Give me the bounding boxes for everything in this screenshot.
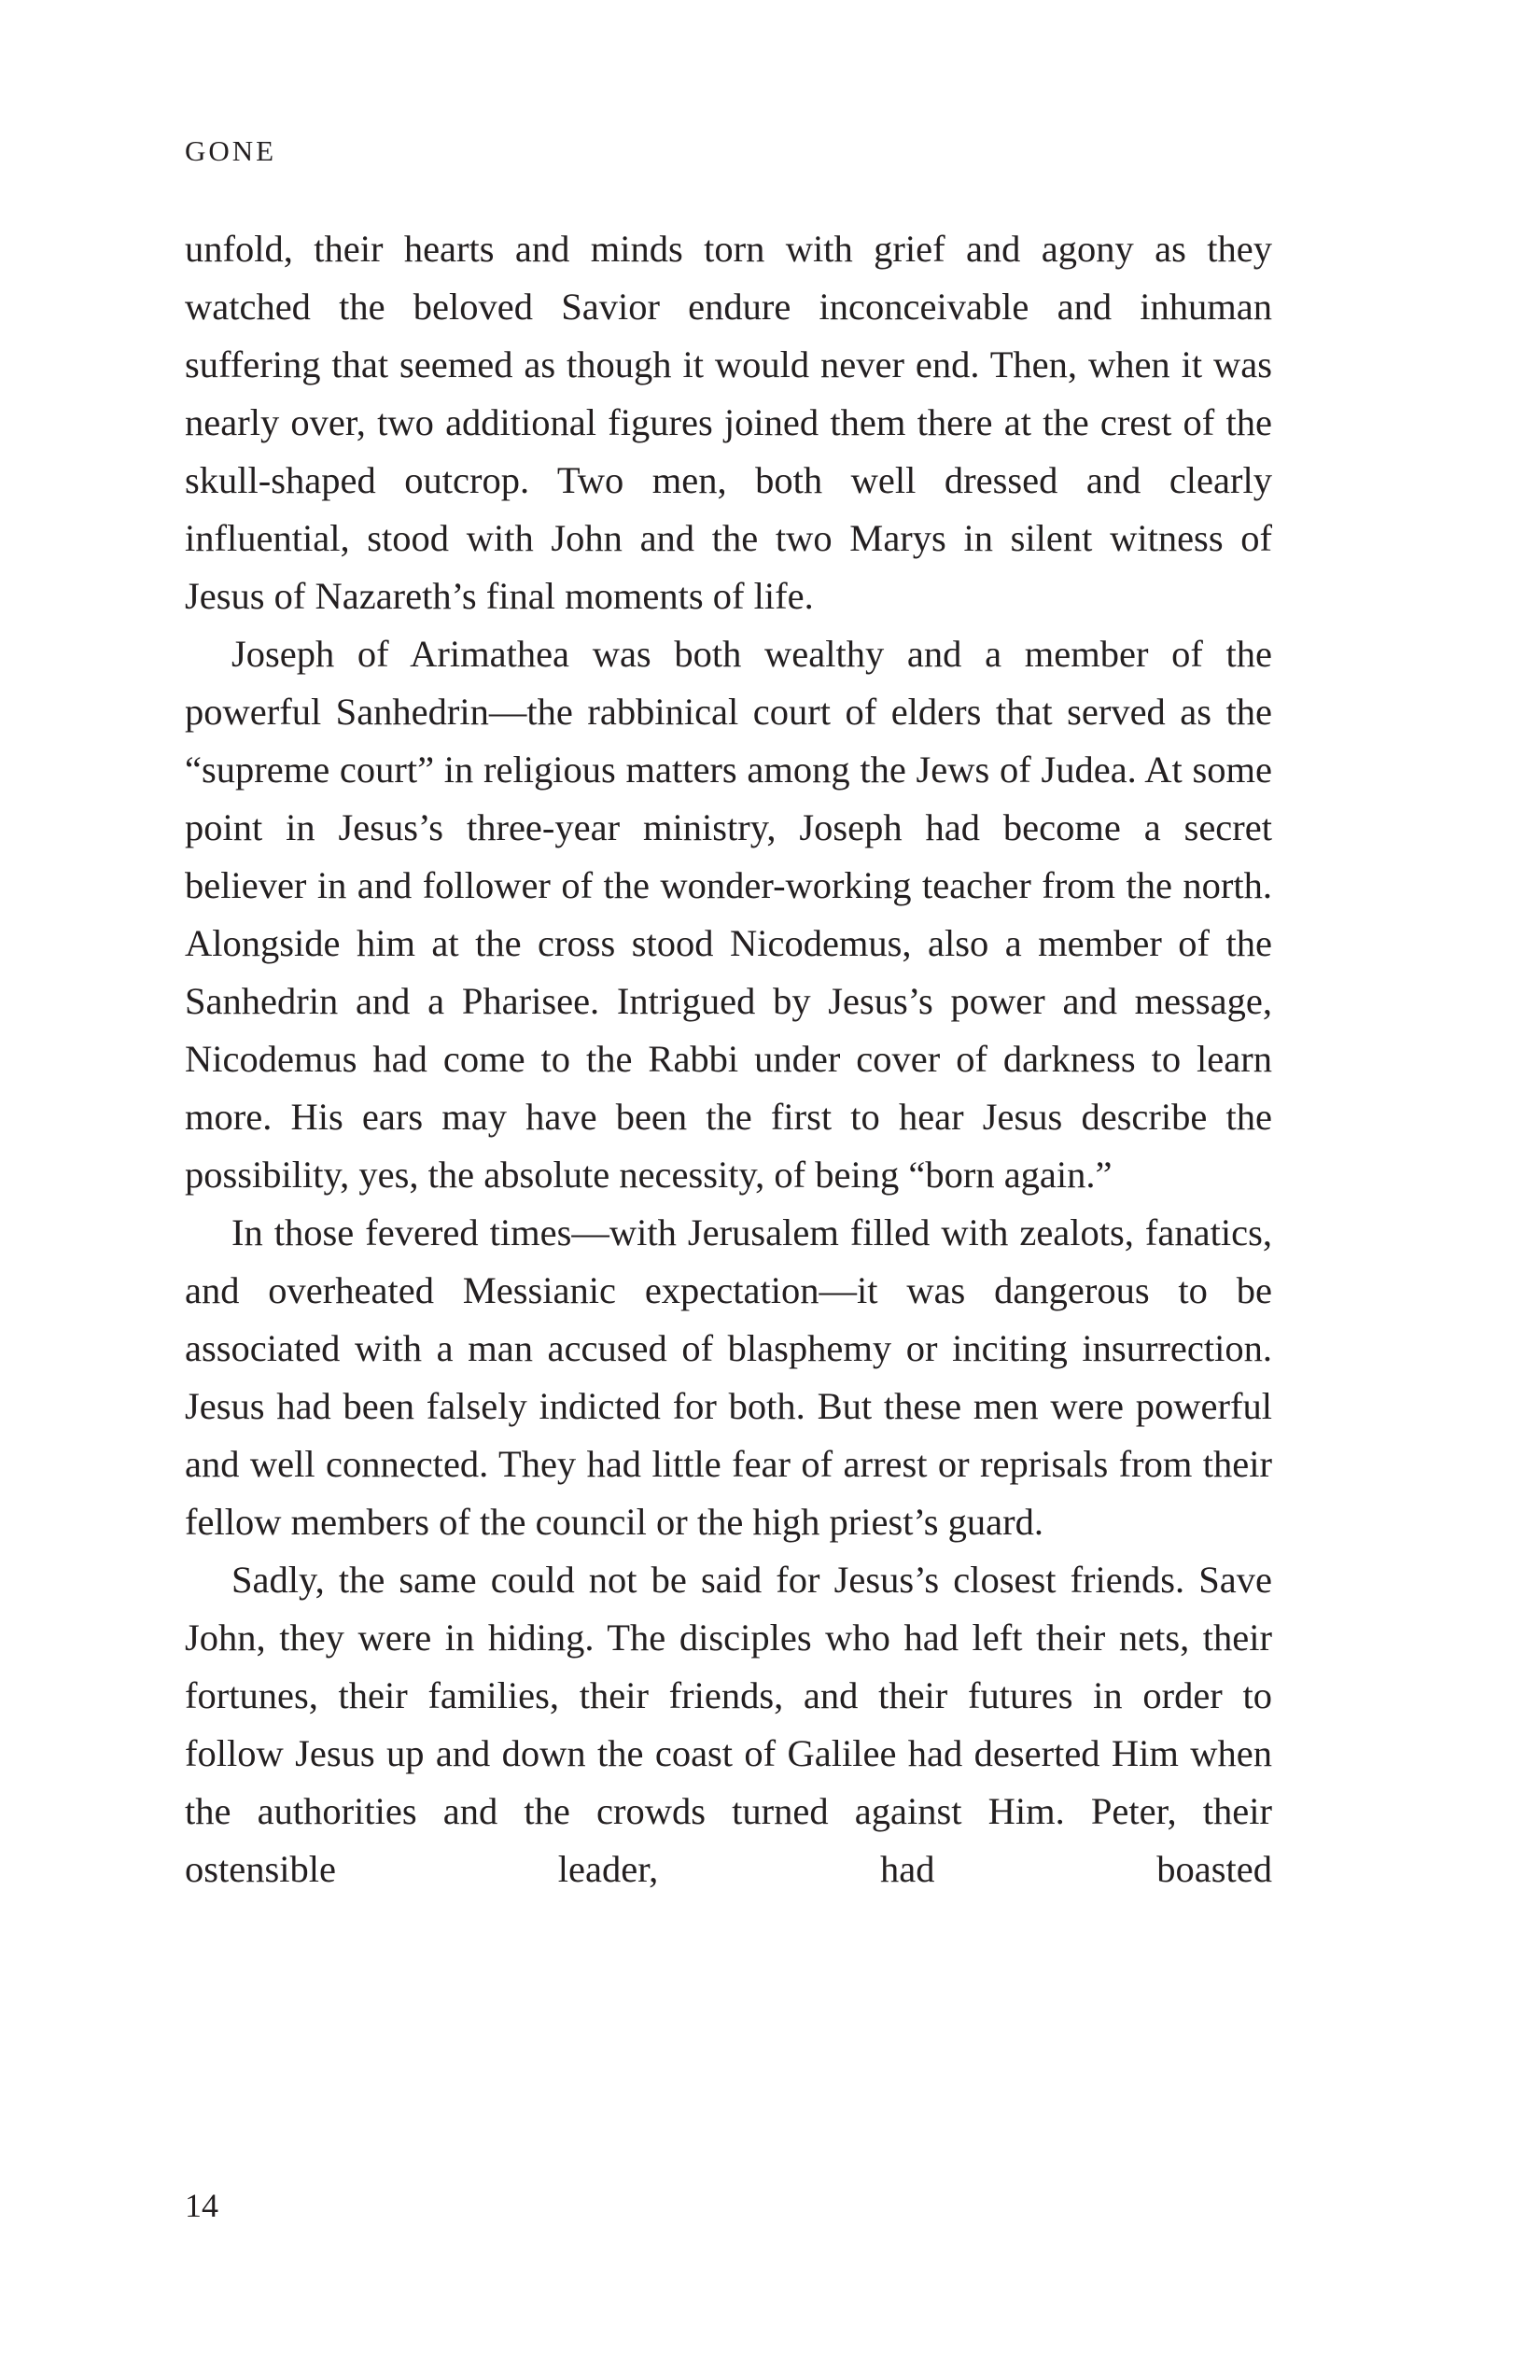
paragraph: Joseph of Arimathea was both wealthy and a member of the powerful Sanhedrin—the rabbinical court of elders that served as the “supreme court” in religious matters among the Jews of Judea. At some point in Jesus’s three-year ministry, Joseph had become a secret believer in and follower of the wonder-working teacher from the north. Alongside him at the cross stood Nicodemus, also a member of the Sanhedrin and a Pharisee. Intrigued by Jesus’s power and message, Nicodemus had come to the Rabbi under cover of darkness to learn more. His ears may have been the first to hear Jesus describe the possibility, yes, the absolute necessity, of being “born again.” <box>185 633 1272 1196</box>
paragraph-continued: unfold, their hearts and minds torn with grief and agony as they watched the beloved Savior endure inconceivable and inhuman suffering that seemed as though it would never end. Then, when it was nearly over, two additional figures joined them there at the crest of the skull-shaped outcrop. Two men, both well dressed and clearly influential, stood with John and the two Marys in silent witness of Jesus of Nazareth’s final moments of life. <box>185 228 1272 617</box>
page-number: 14 <box>185 2187 218 2224</box>
paragraph: In those fevered times—with Jerusalem filled with zealots, fanatics, and overheated Messianic expectation—it was dangerous to be associated with a man accused of blasphemy or inciting insurrection. Jesus had been falsely indicted for both. But these men were powerful and well connected. They had little fear of arrest or reprisals from their fellow members of the council or the high priest’s guard. <box>185 1211 1272 1543</box>
running-head: GONE <box>185 134 277 167</box>
body-text <box>185 220 1272 1898</box>
paragraph: Sadly, the same could not be said for Jesus’s closest friends. Save John, they were in hiding. The disciples who had left their nets, their fortunes, their families, their friends, and their futures in order to follow Jesus up and down the coast of Galilee had deserted Him when the authorities and the crowds turned against Him. Peter, their ostensible leader, had boasted <box>185 1559 1272 1890</box>
